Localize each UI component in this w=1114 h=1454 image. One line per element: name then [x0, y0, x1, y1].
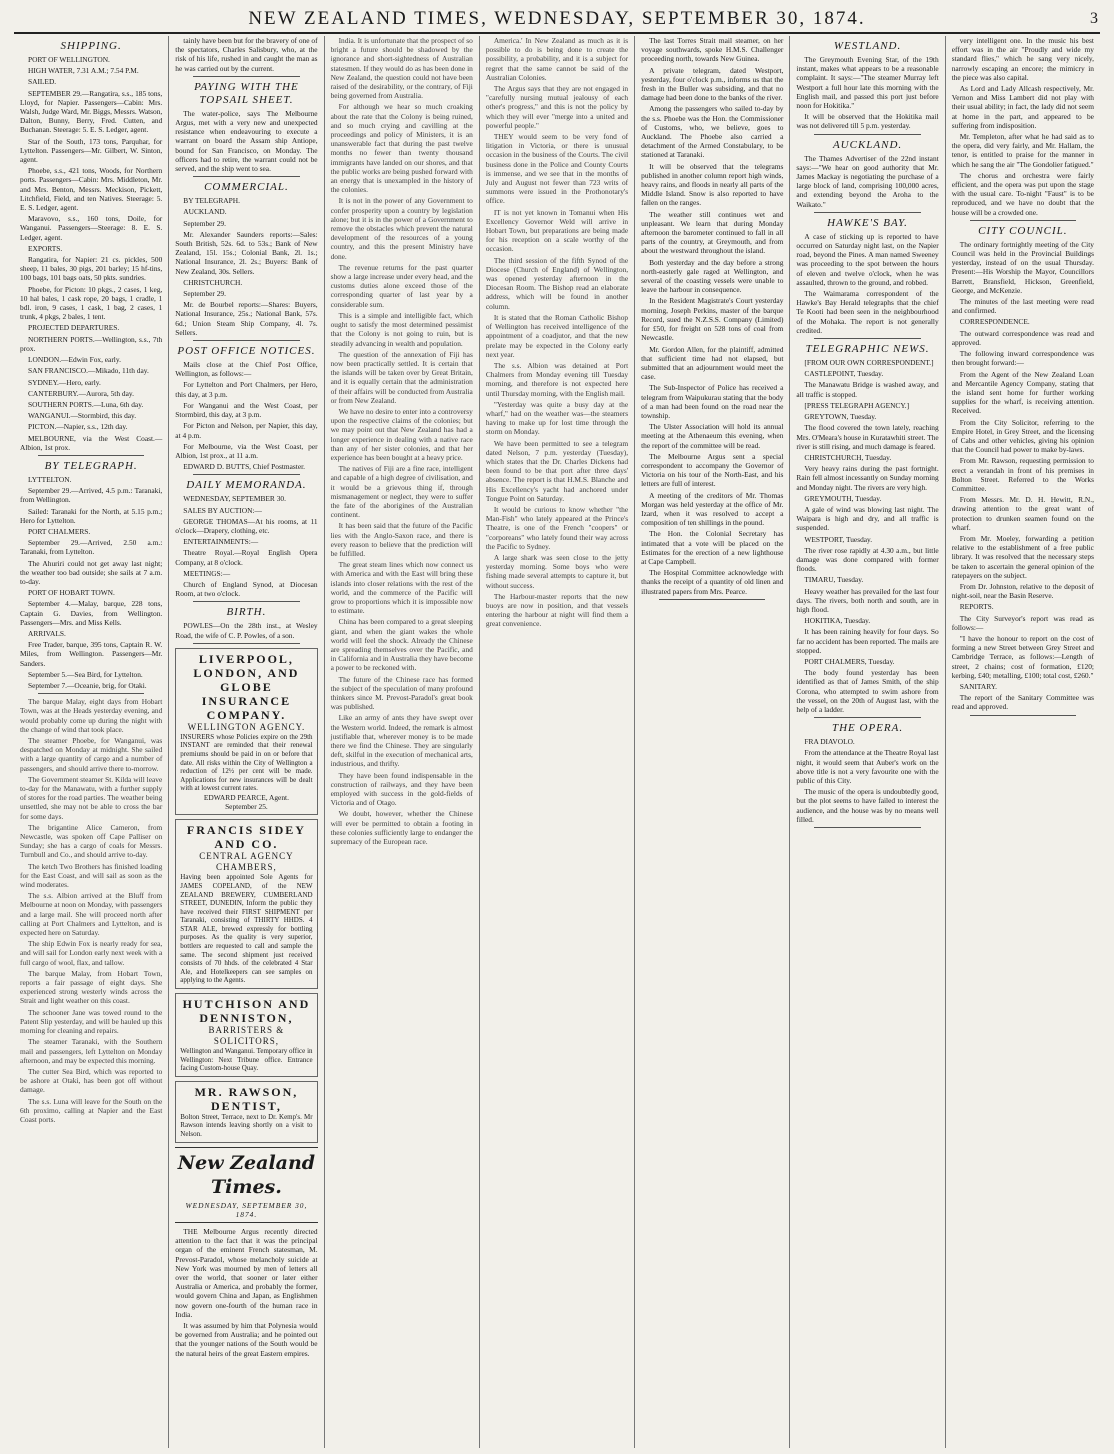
section-heading: WESTLAND. — [833, 40, 902, 52]
article-paragraph: The outward correspondence was read and approved. — [951, 328, 1094, 347]
section-heading: DAILY MEMORANDA. — [186, 479, 307, 492]
article-paragraph: September 29. — [183, 218, 226, 228]
article-paragraph: SOUTHERN PORTS.—Luna, 6th day. — [28, 399, 144, 409]
article-paragraph: HOKITIKA, Tuesday. — [804, 616, 871, 626]
article-paragraph: ENTERTAINMENTS:— — [183, 537, 259, 547]
article-paragraph: CANTERBURY.—Aurora, 5th day. — [28, 388, 134, 398]
article-paragraph: MELBOURNE, via the West Coast.—Albion, 1st prox. — [20, 433, 163, 452]
article-paragraph: A case of sticking up is reported to have occurred on Saturday night last, on the Napier road, beyond the Pines. A man named Sweeney was proceeding to the spot between the hours of eleven and twelve o'clock, when he was assaulted, thrown to the ground, and robbed. — [796, 231, 939, 287]
ad-body: Bolton Street, Terrace, next to Dr. Kemp's. Mr Rawson intends leaving shortly on a visit to Nelson. — [180, 1112, 313, 1138]
article-paragraph: The music of the opera is undoubtedly good, but the plot seems to have failed to interest the audience, and the house was by no means well filled. — [796, 787, 939, 824]
article-paragraph: From the City Solicitor, referring to the Empire Hotel, in Grey Street, and the licensing of Cabs and other vehicles, giving his opinion that the Council had power to make by-laws. — [951, 417, 1094, 455]
section-divider — [38, 455, 144, 456]
article-paragraph: September 7.—Oceanie, brig, for Otaki. — [28, 680, 147, 690]
ad-signature: EDWARD PEARCE, Agent. — [203, 792, 289, 802]
article-paragraph: LONDON.—Edwin Fox, early. — [28, 355, 121, 365]
article-paragraph: PORT OF HOBART TOWN. — [28, 588, 115, 598]
article-paragraph: PORT CHALMERS, Tuesday. — [804, 656, 895, 666]
article-paragraph: The report of the Sanitary Committee was read and approved. — [951, 693, 1094, 712]
section-heading: BIRTH. — [226, 606, 267, 619]
column-text — [486, 36, 628, 629]
article-paragraph: The body found yesterday has been identified as that of James Smith, of the ship Corona, who attempted to swim ashore from the vessel, on the 20th of August last, with the help of a ladder. — [796, 668, 939, 714]
column-1 — [14, 36, 169, 1448]
article-paragraph: WESTPORT, Tuesday. — [804, 534, 873, 544]
article-paragraph: The third session of the fifth Synod of the Diocese (Church of England) of Wellington, was opened yesterday afternoon in the Diocesan Room. The Bishop read an elaborate address, which will be found in another column. — [485, 255, 629, 311]
advertisement — [175, 648, 317, 816]
article-paragraph: SAILED. — [28, 77, 57, 87]
article-paragraph: Mr. de Bourbel reports:—Shares: Buyers, National Insurance, 25s.; National Bank, 57s. 6d.; Union Steam Ship Company, 4l. 7s. Sellers. — [175, 300, 318, 337]
article-paragraph: REPORTS. — [959, 602, 994, 612]
ad-body: Wellington and Wanganui. Temporary office in Wellington: Next Tribune office. Entrance facing Custom-house Quay. — [180, 1047, 313, 1073]
section-divider — [970, 220, 1076, 221]
article-paragraph: The schooner Jane was towed round to the Patent Slip yesterday, and will be hauled up this morning for cleaning and repairs. — [20, 1007, 163, 1036]
article-paragraph: Phoebe, s.s., 421 tons, Woods, for Northern ports. Passengers—Cabin: Mrs. Middleton, Mr. and Mrs. Benton, Messrs. Meckison, Pickett, Litchfield, Field, and ten Natives. Steerage: 5. E. S. Ledger, agent. — [20, 166, 163, 213]
article-paragraph: EDWARD D. BUTTS, Chief Postmaster. — [183, 462, 306, 472]
column-4 — [480, 36, 635, 1448]
columns-container — [14, 36, 1100, 1448]
article-paragraph: CASTLEPOINT, Tuesday. — [804, 369, 884, 379]
article-paragraph: SAN FRANCISCO.—Mikado, 11th day. — [28, 366, 149, 376]
article-paragraph: Church of England Synod, at Diocesan Room, at two o'clock. — [175, 579, 318, 599]
section-heading: PAYING WITH THE TOPSAIL SHEET. — [194, 80, 299, 106]
article-paragraph: POWLES—On the 28th inst., at Wesley Road, the wife of C. P. Powles, of a son. — [175, 621, 318, 640]
article-paragraph: "Yesterday was quite a busy day at the wharf," had on the weather was—the steamers having to make up for lost time through the storm on Monday. — [485, 399, 629, 437]
section-divider — [193, 176, 299, 177]
article-paragraph: BY TELEGRAPH. — [183, 196, 240, 206]
article-paragraph: Very heavy rains during the past fortnight. Rain fell almost incessantly on Sunday morning and Monday night. The rivers are very high. — [796, 464, 939, 492]
article-paragraph: It would be curious to know whether "the Man-Fish" who lately appeared at the Prince's Theatre, is one of the French "coopers" or "corporeans" who lately found their way across the Pacific to Sydney. — [485, 504, 629, 551]
article-paragraph: The Argus says that they are not engaged in "carefully nursing mutual jealousy of each other's progress," and this is not the policy by which they will ever "merge into a united and powerful people." — [485, 84, 629, 130]
article-paragraph: NORTHERN PORTS.—Wellington, s.s., 7th prox. — [20, 334, 163, 353]
article-paragraph: We have no desire to enter into a controversy upon the respective claims of the colonies; but we may point out that New Zealand has had a longer experience in dealing with a native race than any of her sister colonies, and that her experience has been bought at a heavy price. — [330, 406, 473, 462]
section-heading: AUCKLAND. — [832, 138, 903, 151]
article-paragraph: The Manawatu Bridge is washed away, and all traffic is stopped. — [796, 380, 939, 399]
article-paragraph: PICTON.—Napier, s.s., 12th day. — [28, 422, 128, 432]
ad-date: September 25. — [225, 802, 268, 812]
article-paragraph: ARRIVALS. — [28, 628, 66, 638]
article-paragraph: September 29. — [183, 289, 226, 299]
article-paragraph: The Melbourne Argus sent a special correspondent to accompany the Governor of Victoria on his tour of the North-East, and his letters are full of interest. — [641, 451, 784, 489]
section-heading: POST OFFICE NOTICES. — [177, 345, 316, 358]
article-paragraph: It will be observed that the telegrams published in another column report high winds, heavy rains, and floods in nearly all parts of the Middle Island. Snow is also reported to have fallen on the ranges. — [641, 161, 784, 208]
article-paragraph: For Picton and Nelson, per Napier, this day, at 4 p.m. — [175, 421, 318, 440]
article-paragraph: Maravovo, s.s., 160 tons, Doile, for Wanganui. Passengers—Steerage: 8. E. S. Ledger, agent. — [20, 214, 163, 242]
section-heading: SHIPPING. — [60, 40, 122, 52]
paper-title-block — [175, 1147, 317, 1223]
article-paragraph: Mr. Gordon Allen, for the plaintiff, admitted that sufficient time had not elapsed, but submitted that an adjournment would meet the case. — [641, 344, 784, 382]
column-2 — [169, 36, 324, 1448]
article-paragraph: September 29.—Arrived, 2.50 a.m.: Taranaki, from Lyttelton. — [20, 538, 163, 557]
advertisement — [175, 1081, 317, 1143]
article-paragraph: IT is not yet known in Tomanui when His Excellency Governor Weld will arrive in Hobart Town, but preparations are being made for his reception on a scale worthy of the occasion. — [485, 207, 629, 254]
article-paragraph: In the Resident Magistrate's Court yesterday morning, Joseph Perkins, master of the barque Record, sued the N.Z.S.S. Company (Limited) for £50, for freight on 528 tons of coal from Newcastle. — [641, 296, 784, 343]
article-paragraph: GREYMOUTH, Tuesday. — [804, 493, 882, 503]
article-paragraph: The flood covered the town lately, reaching Mrs. O'Meara's house in Kuratawhiti street. The river is still rising, and much damage is feared. — [796, 423, 939, 451]
article-paragraph: Mr. Templeton, after what he had said as to the opera, did very fairly, and Mr. Hallam, the tenor, is entitled to praise for the manner in which he sang the air "The Gondolier fatigued." — [951, 132, 1094, 169]
article-paragraph: From Mr. Rawson, requesting permission to erect a verandah in front of his premises in Bolton Street. Referred to the Works Committee. — [951, 456, 1094, 493]
section-divider — [814, 827, 920, 828]
article-paragraph: The Hospital Committee acknowledge with thanks the receipt of a quantity of old linen and illustrated papers from Mrs. Pearce. — [641, 568, 784, 596]
article-paragraph: Theatre Royal.—Royal English Opera Company, at 8 o'clock. — [175, 548, 318, 567]
paper-title: New Zealand Times. — [177, 1151, 316, 1198]
section-divider — [193, 76, 299, 77]
article-paragraph: The brigantine Alice Cameron, from Newcastle, was spoken off Cape Palliser on Sunday; she has a cargo of coals for Messrs. Turnbull and Co., and should arrive to-day. — [20, 822, 163, 860]
article-paragraph: The natives of Fiji are a fine race, intelligent and capable of a high degree of civilisation, and it would be a grievous thing if, through mismanagement or neglect, they were to suffer the fate of the aborigines of the Australian continent. — [330, 464, 473, 520]
article-paragraph: This is a simple and intelligible fact, which ought to satisfy the most determined pessimist that the Colony is not going to ruin, but is steadily advancing in wealth and population. — [330, 310, 473, 348]
section-divider — [193, 643, 299, 644]
section-divider — [814, 134, 920, 135]
article-paragraph: It has been raining heavily for four days. So far no accident has been reported. The mails are stopped. — [796, 627, 939, 655]
article-paragraph: From Dr. Johnston, relative to the deposit of night-soil, near the Basin Reserve. — [951, 581, 1094, 601]
article-paragraph: CHRISTCHURCH. — [183, 277, 243, 287]
article-paragraph: We doubt, however, whether the Chinese will ever be permitted to obtain a footing in these colonies sufficiently large to endanger the supremacy of the European race. — [330, 809, 473, 847]
ad-title: HUTCHISON AND DENNISTON, — [182, 997, 311, 1026]
article-paragraph: The ordinary fortnightly meeting of the City Council was held in the Provincial Buildings yesterday, instead of on the usual Thursday. Present:—His Worship the Mayor, Councillors Barrett, Bransfield, Hickson, Greenfield, George, and McKenzie. — [951, 239, 1094, 295]
article-paragraph: Free Trader, barque, 395 tons, Captain R. W. Miles, from Wellington. Passengers—Mr. Sanders. — [20, 640, 163, 668]
column-3 — [325, 36, 480, 1448]
article-paragraph: The s.s. Albion was detained at Port Chalmers from Monday evening till Tuesday morning, and therefore is not expected here until Thursday morning, with the English mail. — [485, 360, 629, 398]
article-paragraph: Both yesterday and the day before a strong north-easterly gale raged at Wellington, and several of the coasting vessels were unable to leave the harbour in consequence. — [641, 257, 784, 295]
section-heading: COMMERCIAL. — [204, 181, 289, 194]
ad-subtitle: WELLINGTON AGENCY. — [187, 721, 306, 732]
article-paragraph: TIMARU, Tuesday. — [804, 575, 864, 585]
column-7 — [946, 36, 1100, 1448]
editorial-paragraph: It was assumed by him that Polynesia would be governed from Australia; and he pointed out that the younger nations of the South would be the natural heirs of the great Eastern empires. — [175, 1321, 318, 1358]
section-divider — [814, 212, 920, 213]
article-paragraph: GREYTOWN, Tuesday. — [804, 412, 877, 422]
advertisement — [175, 819, 317, 989]
article-paragraph: The river rose rapidly at 4.30 a.m., but little damage was done compared with former floods. — [796, 545, 939, 574]
column-text — [20, 697, 162, 1124]
article-paragraph: The Ahuriri could not get away last night; the weather too bad outside; she sails at 7 a.m. to-day. — [20, 558, 163, 586]
section-heading: CITY COUNCIL. — [978, 224, 1068, 237]
article-paragraph: September 29.—Arrived, 4.5 p.m.: Taranaki, from Wellington. — [20, 486, 163, 505]
ad-body: INSURERS whose Policies expire on the 29th INSTANT are reminded that their renewal premiums should be paid in on or before that date. All risks within the City of Wellington a reduction of 12½ per cent will be made. Applications for new insurances will be dealt with at lowest current rates. — [180, 732, 313, 793]
article-paragraph: The cutter Sea Bird, which was reported to be ashore at Otaki, has been got off without damage. — [20, 1066, 163, 1095]
article-paragraph: The question of the annexation of Fiji has now been practically settled. It is certain that the islands will be taken over by Great Britain, and it is equally certain that the administration of their affairs will be conducted from Australia or from New Zealand. — [330, 349, 473, 405]
masthead — [14, 6, 1100, 34]
article-paragraph: From the attendance at the Theatre Royal last night, it would seem that Auber's work on the above title is not a very favourite one with the public of this City. — [796, 748, 939, 785]
article-paragraph: Heavy weather has prevailed for the last four days. The rivers, both north and south, are in high flood. — [796, 586, 939, 614]
article-paragraph: The great steam lines which now connect us with America and with the East will bring these islands into closer relations with the rest of the world, and the commerce of the Pacific will grow to proportions which it is impossible now to estimate. — [330, 560, 473, 616]
article-paragraph: From the Agent of the New Zealand Loan and Mercantile Agency Company, stating that the island sent home for further working supplies for the wharf, is receiving attention. Received. — [951, 369, 1094, 416]
editorial-dateline: WEDNESDAY, SEPTEMBER 30, 1874. — [185, 1200, 308, 1219]
ad-subtitle: CENTRAL AGENCY CHAMBERS, — [199, 851, 294, 873]
article-paragraph: very intelligent one. In the music his best effort was in the air "Proudly and wide my standard flies," which he sang very nicely, narrowly escaping an encore; the mimicry in the piece was also capital. — [951, 36, 1094, 82]
article-paragraph: It will be observed that the Hokitika mail was not delivered till 5 p.m. yesterday. — [796, 112, 939, 131]
masthead-title: NEW ZEALAND TIMES, WEDNESDAY, SEPTEMBER 30, 1874. — [248, 8, 866, 29]
article-paragraph: A meeting of the creditors of Mr. Thomas Morgan was held yesterday at the office of Mr. Izard, when it was resolved to accept a composition of ten shillings in the pound. — [641, 490, 784, 528]
article-paragraph: SANITARY. — [959, 682, 997, 691]
article-paragraph: PORT OF WELLINGTON. — [28, 55, 110, 64]
article-paragraph: The minutes of the last meeting were read and confirmed. — [951, 297, 1094, 316]
article-paragraph: LYTTELTON. — [28, 474, 72, 484]
article-paragraph: The last Torres Strait mail steamer, on her voyage southwards, spoke H.M.S. Challenger proceeding north, towards New Guinea. — [641, 36, 784, 64]
article-paragraph: EXPORTS. — [28, 243, 63, 253]
article-paragraph: The weather still continues wet and unpleasant. We learn that during Monday afternoon the barometer continued to fall in all parts of the country, at Greymouth, and from about the westward throughout the island. — [641, 209, 784, 256]
ad-title: FRANCIS SIDEY AND CO. — [186, 823, 306, 852]
article-paragraph: For although we hear so much croaking about the rate that the Colony is being ruined, and so much crying and cavilling at the proceedings and policy of Ministers, it is an unanswerable fact that during the past twelve months no fewer than twenty thousand immigrants have landed on our shores, and that the public works are being pushed forward with an energy that is unexampled in the history of the colonies. — [330, 102, 473, 195]
article-paragraph: September 4.—Malay, barque, 228 tons, Captain G. Davies, from Wellington. Passengers—Mrs. and Miss Kells. — [20, 599, 163, 627]
article-paragraph: America.' In New Zealand as much as it is possible to do is being done to create the possibility, a probability, and it is a subject for regret that the same cannot be said of the Australian Colonies. — [485, 36, 629, 82]
section-divider — [193, 601, 299, 602]
section-divider — [814, 338, 920, 339]
article-paragraph: PROJECTED DEPARTURES. — [28, 323, 120, 333]
article-paragraph: Mr. Alexander Saunders reports:—Sales: South British, 52s. 6d. to 53s.; Bank of New Zealand, 15l. 15s.; Colonial Bank, 2l. 1s.; National Insurance, 2l. 2s.; Buyers: Bank of New Zealand, 30s. Sellers. — [175, 229, 318, 276]
article-paragraph: Mails close at the Chief Post Office, Wellington, as follows:— — [175, 360, 318, 379]
article-paragraph: PORT CHALMERS. — [28, 526, 91, 536]
section-heading: TELEGRAPHIC NEWS. — [805, 343, 930, 356]
section-divider — [970, 715, 1076, 716]
article-paragraph: The steamer Phoebe, for Wanganui, was despatched on Monday at midnight. She sailed with a large quantity of cargo and a number of passengers, and should arrive there to-morrow. — [20, 736, 163, 773]
article-paragraph: A large shark was seen close to the jetty yesterday morning. Some boys who were fishing made several attempts to capture it, but without success. — [485, 552, 629, 590]
article-paragraph: The City Surveyor's report was read as follows:— — [951, 613, 1094, 632]
article-paragraph: A gale of wind was blowing last night. The Waipara is high and dry, and all traffic is suspended. — [796, 504, 939, 533]
ad-title: LIVERPOOL, LONDON, AND GLOBE INSURANCE COMPANY. — [193, 651, 300, 722]
article-paragraph: tainly have been but for the bravery of one of the spectators, Charles Salisbury, who, at the risk of his life, rushed in and caught the man as he was carried out by the current. — [175, 36, 318, 73]
article-paragraph: GEORGE THOMAS—At his rooms, at 11 o'clock—Drapery, clothing, etc. — [175, 516, 318, 535]
article-paragraph: [PRESS TELEGRAPH AGENCY.] — [804, 400, 910, 410]
article-paragraph: CHRISTCHURCH, Tuesday. — [804, 452, 892, 462]
article-paragraph: Rangatira, for Napier: 21 cs. pickles, 500 sheep, 11 bales, 30 pigs, 201 barley; 15 hf-tins, 100 bags, 101 bags oats, 50 pkts. sundries. — [20, 255, 163, 283]
article-paragraph: The steamer Taranaki, with the Southern mail and passengers, left Lyttelton on Monday afternoon, and may be expected this morning. — [20, 1037, 163, 1065]
article-paragraph: SEPTEMBER 29.—Rangatira, s.s., 185 tons, Lloyd, for Napier. Passengers—Cabin: Mrs. Walsh, Judge Ward, Mr. Biggs, Messrs. Watson, Dalton, Bunny, Berry, Fred. Cutten, and Buchanan. Steerage: 5. E. S. Ledger, agent. — [20, 88, 163, 135]
article-paragraph: The barque Malay, from Hobart Town, reports a fair passage of eight days. She experienced strong westerly winds across the Strait and light weather on this coast. — [20, 968, 163, 1006]
article-paragraph: "I have the honour to report on the cost of forming a new Street between Grey Street and Cambridge Terrace, as follows:—Length of street, 2 chains; cost of formation, £120; kerbing, £40; metalling, £100; total cost, £260." — [951, 633, 1094, 680]
article-paragraph: Star of the South, 173 tons, Parquhar, for Lyttelton. Passengers—Mr. Gilbert, W. Sinton, agent. — [20, 136, 163, 165]
article-paragraph: The Sub-Inspector of Police has received a telegram from Waipukurau stating that the body of a man had been found on the road near the township. — [641, 383, 784, 420]
article-paragraph: The Hon. the Colonial Secretary has intimated that a vote will be placed on the Estimates for the erection of a new lighthouse at Cape Campbell. — [641, 529, 784, 566]
article-paragraph: Among the passengers who sailed to-day by the s.s. Phoebe was the Hon. the Commissioner of Customs, who, we believe, goes to Auckland. The Phoebe also carried a detachment of the Armed Constabulary, to be stationed at Taranaki. — [641, 104, 784, 160]
article-paragraph: The revenue returns for the past quarter show a large increase under every head, and the customs duties alone exceed those of the corresponding quarter of last year by a considerable sum. — [330, 262, 473, 309]
article-paragraph: It is stated that the Roman Catholic Bishop of Wellington has received intelligence of the appointment of a coadjutor, and that the new prelate may be expected in the Colony early next year. — [485, 312, 629, 359]
article-paragraph: A private telegram, dated Westport, yesterday, four o'clock p.m., informs us that the fresh in the Buller was subsiding, and that no damage had been done to the banks of the river. — [641, 65, 784, 103]
article-paragraph: Phoebe, for Picton: 10 pkgs., 2 cases, 1 keg, 10 hal bales, 1 cask rope, 20 bags, 1 cradle, 1 bdl. iron, 9 cases, 1 cask, 1 bag, 2 cases, 1 trunk, 4 pkgs, 2 bales, 1 tent. — [20, 284, 163, 322]
article-paragraph: MEETINGS:— — [183, 568, 231, 578]
article-paragraph: SALES BY AUCTION:— — [183, 505, 262, 515]
article-paragraph: HIGH WATER, 7.31 A.M.; 7.54 P.M. — [28, 66, 139, 76]
article-paragraph: Sailed: Taranaki for the North, at 5.15 p.m.; Hero for Lyttelton. — [20, 506, 163, 525]
article-paragraph: WEDNESDAY, SEPTEMBER 30. — [183, 494, 286, 504]
article-paragraph: We have been permitted to see a telegram dated Nelson, 7 p.m. yesterday (Tuesday), which states that the Dr. Charles Dickens had been found to be that port after three days' absence. The report is that H.M.S. Blanche and His Excellency's yacht had anchored under Tongue Point on Saturday. — [485, 438, 629, 503]
ad-subtitle: BARRISTERS & SOLICITORS, — [208, 1025, 285, 1047]
article-paragraph: The chorus and orchestra were fairly efficient, and the opera was put upon the stage with the usual care. To-night "Faust" is to be reproduced, and we have no doubt that the house will be a crowded one. — [951, 170, 1094, 217]
column-6 — [790, 36, 945, 1448]
article-paragraph: The ship Edwin Fox is nearly ready for sea, and will sail for London early next week with a full cargo of wool, flax, and tallow. — [20, 939, 163, 967]
ad-body: Having been appointed Sole Agents for JAMES COPELAND, of the NEW ZEALAND BREWERY, CUMBERLAND STREET, DUNEDIN, Inform the public they have received their FIRST SHIPMENT per Taranaki, consisting of THIRTY HHDS. 4 STAR ALE, brewed expressly for bottling purposes. As the quality is very superior, bottlers are requested to call and sample the same. The second shipment just received consists of 70 hhds. of the celebrated 4 Star Ale, and Hotelkeepers can see samples on applying to the Agents. — [180, 873, 313, 985]
article-paragraph: September 5.—Sea Bird, for Lyttelton. — [28, 669, 143, 679]
article-paragraph: [FROM OUR OWN CORRESPONDENT.] — [804, 358, 934, 368]
article-paragraph: WANGANUI.—Stormbird, this day. — [28, 411, 137, 421]
section-divider — [659, 599, 765, 600]
page-number: 3 — [1090, 10, 1098, 27]
article-paragraph: It is not in the power of any Government to confer prosperity upon a country by legislation alone; but it is in the power of a Government to remove the obstacles which prevent the natural development of the resources of a young country, and this the present Ministry have done. — [330, 196, 473, 261]
article-paragraph: China has been compared to a great sleeping giant, and when the giant wakes the whole world will feel the shock. Already the Chinese are spreading themselves over the Pacific, and in California and in Australia they have become a power to be reckoned with. — [330, 617, 473, 673]
article-paragraph: The water-police, says The Melbourne Argus, met with a very new and unexpected resistance when endeavouring to execute a warrant on board the Assam ship Antiope, bound for San Francisco, on Monday. The officers had to retire, the warrant could not be served, and the ship went to sea. — [175, 108, 318, 174]
article-paragraph: CORRESPONDENCE. — [959, 317, 1030, 327]
article-paragraph: The ketch Two Brothers has finished loading for the East Coast, and will sail as soon as the wind moderates. — [20, 861, 163, 890]
article-paragraph: The Government steamer St. Kilda will leave to-day for the Manawatu, with a further supply of stores for the road parties. The weather being unsettled, she may not be able to cross the bar for some days. — [20, 774, 163, 821]
section-heading: THE OPERA. — [831, 722, 904, 735]
advertisement — [175, 993, 317, 1077]
article-paragraph: From Mr. Moeley, forwarding a petition relative to the establishment of a free public library. It was resolved that the necessary steps be taken to ascertain the general opinion of the ratepayers on the subject. — [951, 533, 1094, 580]
article-paragraph: FRA DIAVOLO. — [804, 737, 855, 747]
article-paragraph: AUCKLAND. — [183, 207, 227, 217]
article-paragraph: The s.s. Luna will leave for the South on the 6th proximo, calling at Napier and the East Coast ports. — [20, 1096, 163, 1124]
section-divider — [814, 717, 920, 718]
article-paragraph: As Lord and Lady Allcash respectively, Mr. Vernon and Miss Lambert did not play with their usual ability; in fact, the lady did not seem at home in the part, and appeared to be suffering from indisposition. — [951, 84, 1094, 130]
article-paragraph: From Messrs. Mr. D. H. Hewitt, R.N., drawing attention to the great want of protection to drunken seamen found on the wharf. — [951, 495, 1094, 532]
article-paragraph: The Thames Advertiser of the 22nd instant says:—"We hear on good authority that Mr. James Mackay is negotiating the purchase of a large block of land, comprising 100,000 acres, and extending beyond the Aroha to the Waikato." — [796, 153, 939, 209]
column-text — [331, 36, 473, 846]
article-paragraph: The following inward correspondence was then brought forward:— — [951, 349, 1094, 368]
article-paragraph: Like an army of ants they have swept over the Western world. Indeed, the remark is almost justifiable that, wherever money is to be made there we find the Chinese. They are singularly deft, skilful in the execution of mechanical arts, industrious, and thrifty. — [330, 713, 473, 769]
editorial-paragraph: THE Melbourne Argus recently directed attention to the fact that it was the principal organ of the eminent French statesman, M. Prevost-Paradol, whose melancholy suicide at New York was mourned by men of letters all over the world, that sooner or later either Australia or America, and probably the former, would govern China and Japan, as Englishmen now govern one-fourth of the human race in India. — [175, 1227, 318, 1319]
section-heading: HAWKE'S BAY. — [827, 216, 908, 229]
article-paragraph: The Ulster Association will hold its annual meeting at the Athenaeum this evening, when the report of the committee will be read. — [641, 422, 784, 450]
section-divider — [193, 340, 299, 341]
article-paragraph: The s.s. Albion arrived at the Bluff from Melbourne at noon on Monday, with passengers and a large mail. She will proceed north after calling at Port Chalmers and Lyttelton, and is expected here on Saturday. — [20, 891, 163, 938]
article-paragraph: India. It is unfortunate that the prospect of so bright a future should be shadowed by the ignorance and short-sightedness of Australian statesmen. If they would do as has been done in New Zealand, the question could not have been raised of the desirability, or the contrary, of Fiji being governed from Australia. — [330, 36, 473, 101]
article-paragraph: THEY would seem to be very fond of litigation in Victoria, or there is unusual occasion in the business of the Courts. The civil business done in the Police and County Courts is immense, and we see that in the months of July and August not fewer than 723 writs of summons were issued in the Prothonotary's office. — [485, 132, 629, 206]
article-paragraph: The Waimarama correspondent of the Hawke's Bay Herald telegraphs that the chief Te Kooti had been seen in the neighbourhood of the Mohaka. The report is not generally credited. — [796, 289, 939, 335]
ad-title: MR. RAWSON, DENTIST, — [194, 1084, 299, 1113]
article-paragraph: The future of the Chinese race has formed the subject of the speculation of many profound thinkers since M. Prevost-Paradol's great book was published. — [330, 674, 473, 712]
article-paragraph: SYDNEY.—Hero, early. — [28, 377, 101, 387]
section-divider — [193, 474, 299, 475]
article-paragraph: They have been found indispensable in the construction of railways, and they have been employed with success in the gold-fields of Victoria and of Otago. — [330, 770, 473, 808]
article-paragraph: For Lyttelton and Port Chalmers, per Hero, this day, at 3 p.m. — [175, 380, 318, 399]
column-5 — [635, 36, 790, 1448]
section-divider — [38, 693, 144, 694]
article-paragraph: The Harbour-master reports that the new buoys are now in position, and that vessels entering the harbour at night will find them a great convenience. — [485, 591, 629, 629]
article-paragraph: For Wanganui and the West Coast, per Stormbird, this day, at 3 p.m. — [175, 400, 318, 420]
article-paragraph: The barque Malay, eight days from Hobart Town, was at the Heads yesterday evening, and would probably come up during the night with the change of wind that took place. — [20, 697, 163, 734]
section-heading: BY TELEGRAPH. — [44, 459, 138, 472]
article-paragraph: The Greymouth Evening Star, of the 19th instant, makes what appears to be a reasonable complaint. It says:—"The steamer Murray left Westport a full hour late this morning with the English mail, and passed this port just before noon for Hokitika." — [796, 55, 939, 111]
article-paragraph: For Melbourne, via the West Coast, per Albion, 1st prox., at 11 a.m. — [175, 441, 318, 460]
article-paragraph: It has been said that the future of the Pacific lies with the Anglo-Saxon race, and there is every reason to believe that the prediction will be fulfilled. — [330, 521, 473, 558]
